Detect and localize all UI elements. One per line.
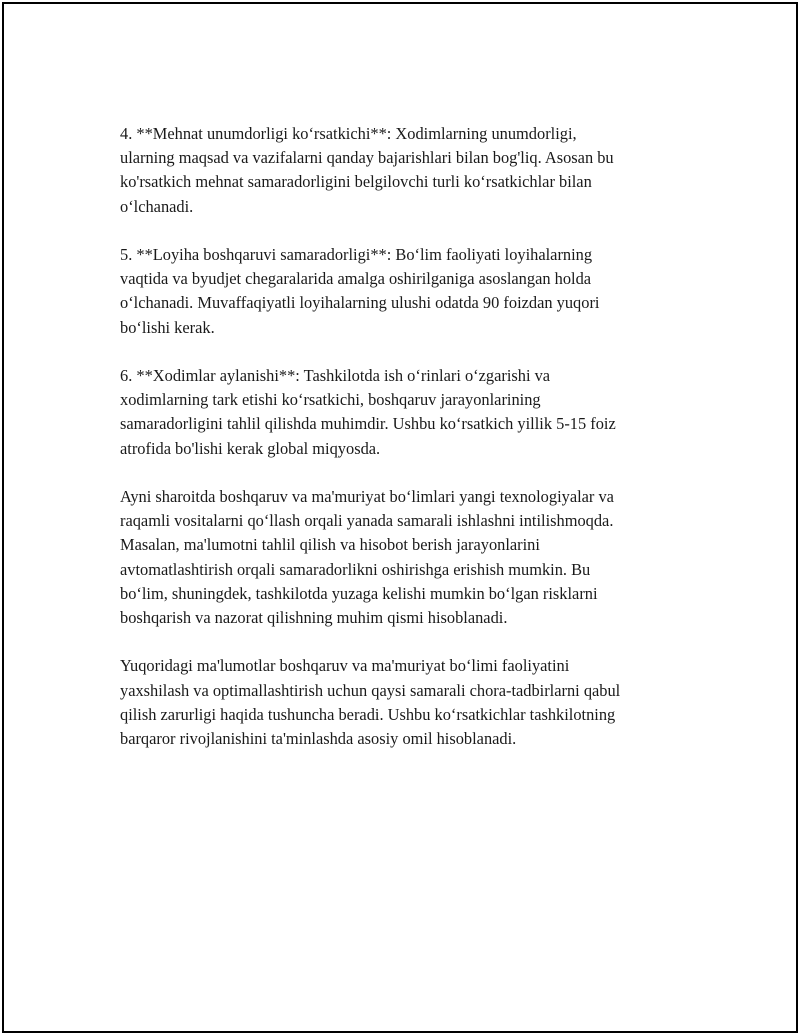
paragraph-labor-productivity — [120, 122, 700, 219]
text-line: ko'rsatkich mehnat samaradorligini belgilovchi turli ko‘rsatkichlar bilan — [120, 172, 592, 192]
paragraph-staff-turnover — [120, 364, 700, 461]
text-line: avtomatlashtirish orqali samaradorlikni oshirishga erishish mumkin. Bu — [120, 559, 591, 579]
text-line: boshqarish va nazorat qilishning muhim qismi hisoblanadi. — [120, 608, 508, 628]
text-line: atrofida bo'lishi kerak global miqyosda. — [120, 438, 381, 458]
text-line: xodimlarning tark etishi ko‘rsatkichi, boshqaruv jarayonlarining — [120, 390, 541, 410]
text-line: yaxshilash va optimallashtirish uchun qaysi samarali chora-tadbirlarni qabul — [120, 680, 621, 700]
text-line: bo‘lim, shuningdek, tashkilotda yuzaga kelishi mumkin bo‘lgan risklarni — [120, 583, 598, 603]
text-line: bo‘lishi kerak. — [120, 317, 215, 337]
text-line: Masalan, ma'lumotni tahlil qilish va hisobot berish jarayonlarini — [120, 535, 540, 555]
text-line: o‘lchanadi. — [120, 196, 194, 216]
paragraph-conclusion — [120, 654, 700, 751]
text-line: barqaror rivojlanishini ta'minlashda asosiy omil hisoblanadi. — [120, 729, 517, 749]
text-line: vaqtida va byudjet chegaralarida amalga oshirilganiga asoslangan holda — [120, 269, 592, 289]
text-line: raqamli vositalarni qo‘llash orqali yanada samarali ishlashni intilishmoqda. — [120, 511, 614, 531]
paragraph-technology — [120, 485, 700, 630]
text-line: ularning maqsad va vazifalarni qanday bajarishlari bilan bog'liq. Asosan bu — [120, 148, 614, 168]
text-line: Yuqoridagi ma'lumotlar boshqaruv va ma'muriyat bo‘limi faoliyatini — [120, 656, 570, 676]
document-body — [120, 122, 700, 775]
text-line: o‘lchanadi. Muvaffaqiyatli loyihalarning ulushi odatda 90 foizdan yuqori — [120, 293, 600, 313]
paragraph-project-management — [120, 243, 700, 340]
text-line: 4. **Mehnat unumdorligi ko‘rsatkichi**: Xodimlarning unumdorligi, — [120, 124, 577, 143]
text-line: 5. **Loyiha boshqaruvi samaradorligi**: Bo‘lim faoliyati loyihalarning — [120, 245, 593, 264]
document-page — [2, 2, 798, 1033]
text-line: samaradorligini tahlil qilishda muhimdir. Ushbu ko‘rsatkich yillik 5-15 foiz — [120, 414, 616, 434]
text-line: qilish zarurligi haqida tushuncha beradi. Ushbu ko‘rsatkichlar tashkilotning — [120, 704, 616, 724]
text-line: Ayni sharoitda boshqaruv va ma'muriyat bo‘limlari yangi texnologiyalar va — [120, 487, 614, 506]
text-line: 6. **Xodimlar aylanishi**: Tashkilotda ish o‘rinlari o‘zgarishi va — [120, 366, 551, 385]
